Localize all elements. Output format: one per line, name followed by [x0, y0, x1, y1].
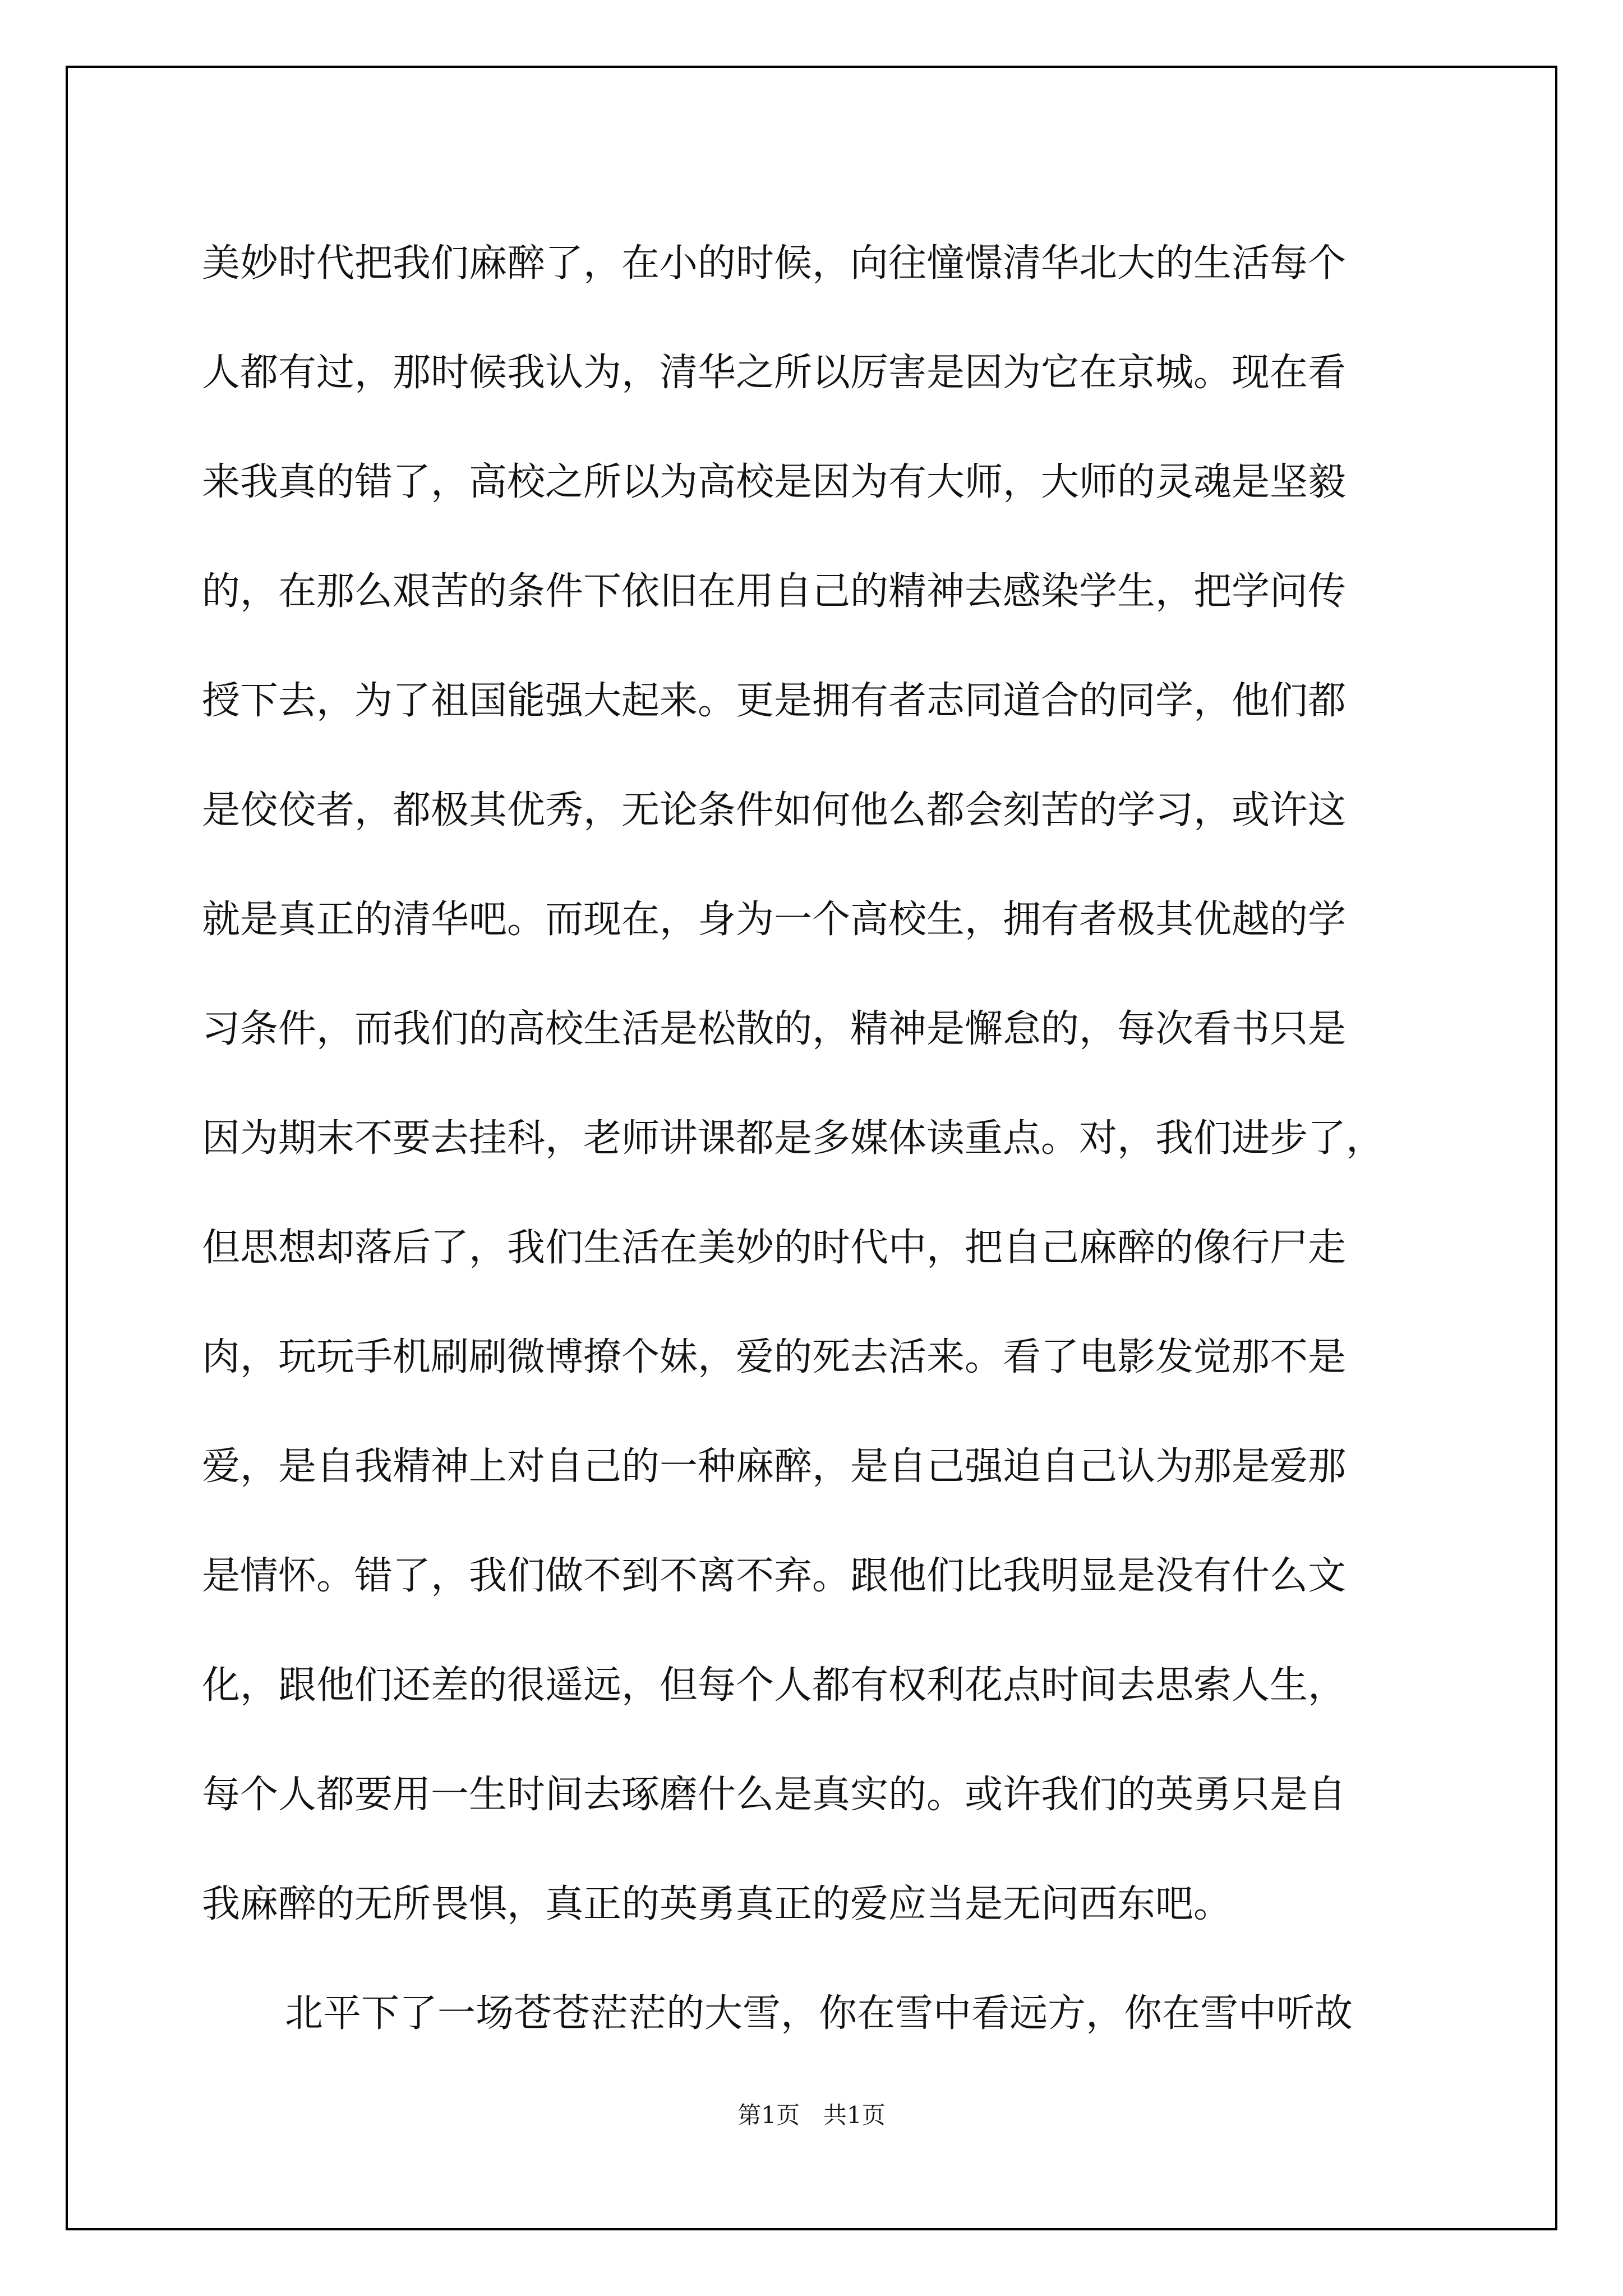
- text-line: 化，跟他们还差的很遥远，但每个人都有权利花点时间去思索人生，: [202, 1663, 1347, 1708]
- text-line: 的，在那么艰苦的条件下依旧在用自己的精神去感染学生，把学问传: [202, 569, 1347, 614]
- document-body: [202, 209, 1436, 2068]
- text-line: 每个人都要用一生时间去琢磨什么是真实的。或许我们的英勇只是自: [202, 1773, 1347, 1817]
- text-line: 就是真正的清华吧。而现在，身为一个高校生，拥有者极其优越的学: [202, 898, 1347, 942]
- text-line: 爱，是自我精神上对自己的一种麻醉，是自己强迫自己认为那是爱那: [202, 1444, 1347, 1489]
- paragraph-start-line: 北平下了一场苍苍茫茫的大雪，你在雪中看远方，你在雪中听故: [285, 1991, 1353, 2036]
- text-line: 是佼佼者，都极其优秀，无论条件如何他么都会刻苦的学习，或许这: [202, 788, 1347, 832]
- text-line: 人都有过，那时候我认为，清华之所以厉害是因为它在京城。现在看: [202, 351, 1347, 395]
- text-line: 但思想却落后了，我们生活在美妙的时代中，把自己麻醉的像行尸走: [202, 1226, 1347, 1270]
- text-line: 是情怀。错了，我们做不到不离不弃。跟他们比我明显是没有什么文: [202, 1554, 1347, 1598]
- text-line: 肉，玩玩手机刷刷微博撩个妹，爱的死去活来。看了电影发觉那不是: [202, 1335, 1347, 1379]
- text-line: 我麻醉的无所畏惧，真正的英勇真正的爱应当是无问西东吧。: [202, 1882, 1232, 1926]
- text-line: 美妙时代把我们麻醉了，在小的时候，向往憧憬清华北大的生活每个: [202, 241, 1347, 286]
- text-line: 因为期末不要去挂科，老师讲课都是多媒体读重点。对，我们进步了，: [202, 1116, 1385, 1161]
- text-line: 来我真的错了，高校之所以为高校是因为有大师，大师的灵魂是坚毅: [202, 460, 1347, 504]
- text-line: 授下去，为了祖国能强大起来。更是拥有者志同道合的同学，他们都: [202, 679, 1347, 723]
- page-number-footer: 第1页 共1页: [737, 2101, 886, 2129]
- text-line: 习条件，而我们的高校生活是松散的，精神是懈怠的，每次看书只是: [202, 1007, 1347, 1051]
